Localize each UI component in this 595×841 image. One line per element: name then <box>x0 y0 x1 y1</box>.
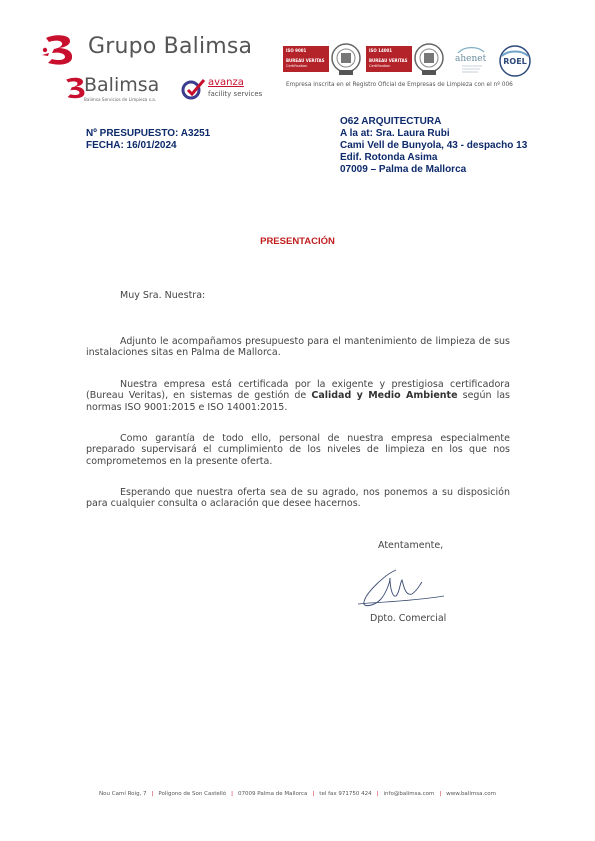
avanza-logo-word: avanza <box>208 77 244 88</box>
paragraph-closing: Esperando que nuestra oferta sea de su agrado, nos ponemos a su disposición para cualquier consulta o aclaración que desee hacernos. <box>86 487 510 510</box>
footer-separator: | <box>439 791 442 797</box>
bureau-veritas-seal-icon <box>412 40 446 78</box>
roel-logo-text: ROEL <box>503 57 527 66</box>
grupo-balimsa-logo-text: Grupo Balimsa <box>88 34 253 59</box>
ahenet-logo-text: ahenet <box>455 54 487 64</box>
cert-label: Certification <box>286 64 308 68</box>
sender-department: Dpto. Comercial <box>370 613 447 624</box>
footer-street: Nou Camí Roig, 7 <box>99 791 147 797</box>
cert-issuer: BUREAU VERITAS <box>369 58 408 63</box>
iso-14001-certification-badge <box>366 40 448 78</box>
balimsa-logo-text: Balimsa <box>84 74 160 96</box>
letter-heading: PRESENTACIÓN <box>260 236 335 247</box>
budget-info <box>86 128 210 152</box>
footer-phone: tel fax 971750 424 <box>319 791 372 797</box>
footer-contact-line <box>0 791 595 797</box>
paragraph-intro: Adjunto le acompañamos presupuesto para el mantenimiento de limpieza de sus instalaciones sitas en Palma de Mallorca. <box>86 336 510 359</box>
recipient-street: Cami Vell de Bunyola, 43 - despacho 13 <box>340 140 528 151</box>
ahenet-logo <box>452 44 492 78</box>
cert-label: Certification <box>369 64 391 68</box>
handwritten-signature <box>356 562 446 614</box>
budget-number: Nº PRESUPUESTO: A3251 <box>86 128 211 139</box>
bureau-veritas-seal-icon <box>329 40 363 78</box>
registry-notice: Empresa inscrita en el Registro Oficial de Empresas de Limpieza con el nº 006 <box>286 82 513 88</box>
budget-date: FECHA: 16/01/2024 <box>86 140 177 151</box>
avanza-mark-icon <box>180 78 206 100</box>
balimsa-b-mark-icon <box>40 32 80 68</box>
footer-city: 07009 Palma de Mallorca <box>238 791 308 797</box>
recipient-address <box>340 116 527 176</box>
paragraph-certification-bold: Calidad y Medio Ambiente <box>311 390 458 402</box>
recipient-attention: A la at: Sra. Laura Rubi <box>340 128 450 139</box>
avanza-logo-subtitle: facility services <box>208 90 263 98</box>
paragraph-certification-text-end: según las normas ISO 9001:2015 e ISO 14001:2015. <box>86 390 510 413</box>
paragraph-guarantee: Como garantía de todo ello, personal de nuestra empresa especialmente preparado supervisará el cumplimiento de los niveles de limpieza en los que nos comprometemos en la presente oferta. <box>86 433 510 467</box>
avanza-logo <box>180 74 263 104</box>
cert-issuer: BUREAU VERITAS <box>286 58 325 63</box>
cert-code: ISO 9001 <box>286 48 307 53</box>
footer-industrial-estate: Polígono de Son Castelló <box>158 791 227 797</box>
closing-phrase: Atentamente, <box>378 540 444 551</box>
recipient-city: 07009 – Palma de Mallorca <box>340 164 467 175</box>
footer-separator: | <box>376 791 379 797</box>
balimsa-logo-subtitle: Balimsa Servicios de Limpieza s.a. <box>84 97 157 102</box>
balimsa-logo <box>62 72 172 106</box>
footer-email-link[interactable]: info@balimsa.com <box>383 791 435 797</box>
recipient-building: Edif. Rotonda Asima <box>340 152 438 163</box>
footer-separator: | <box>231 791 234 797</box>
footer-separator: | <box>151 791 154 797</box>
iso-9001-certification-badge <box>283 40 365 78</box>
footer-website-link[interactable]: www.balimsa.com <box>446 791 496 797</box>
grupo-balimsa-logo <box>40 32 280 68</box>
recipient-company: O62 ARQUITECTURA <box>340 116 442 127</box>
roel-logo <box>496 44 534 78</box>
cert-code: ISO 14001 <box>369 48 393 53</box>
paragraph-certification <box>86 379 510 413</box>
salutation: Muy Sra. Nuestra: <box>120 290 206 301</box>
roel-badge-icon <box>496 44 534 78</box>
paragraph-certification-text: Nuestra empresa está certificada por la exigente y prestigiosa certificadora (Bureau Veritas), en sistemas de gestión de <box>86 379 510 402</box>
footer-separator: | <box>312 791 315 797</box>
